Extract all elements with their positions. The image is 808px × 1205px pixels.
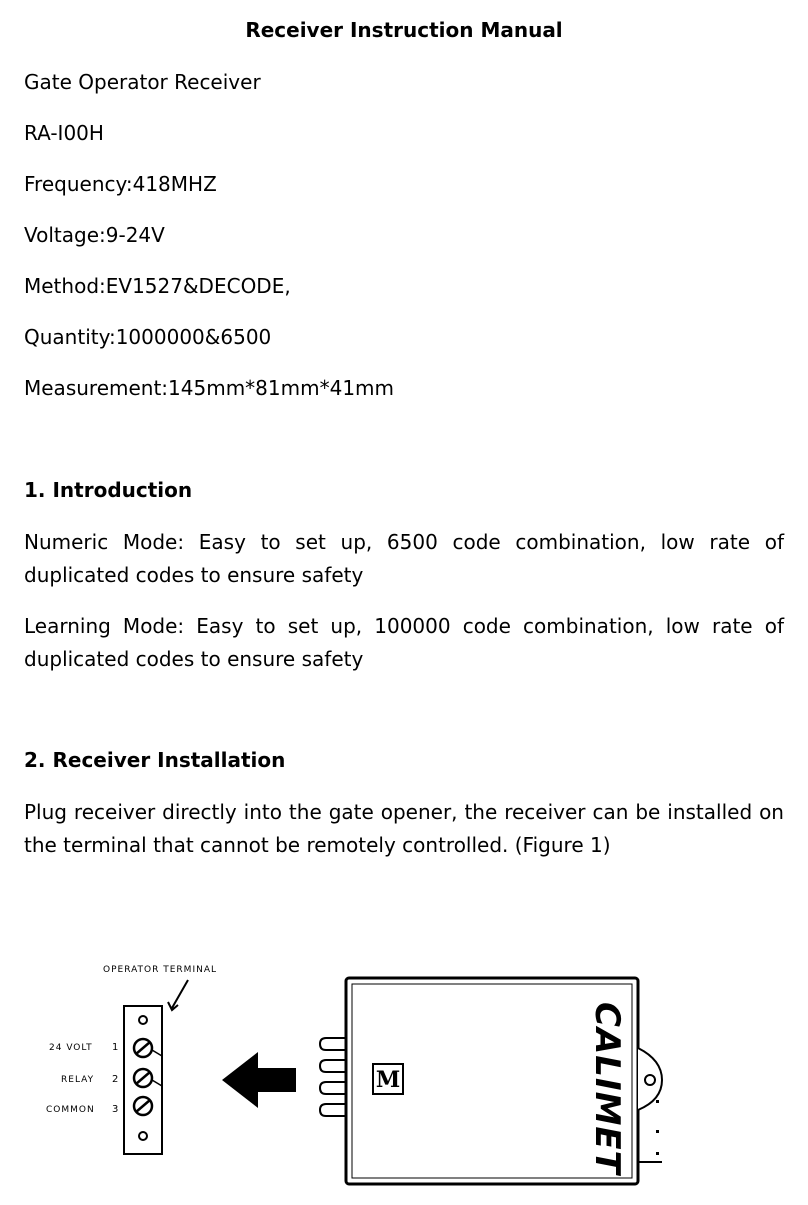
- terminal-number-3: 3: [112, 1104, 119, 1115]
- brand-name: CALIMET: [587, 1002, 627, 1175]
- terminal-pointer-arrow: [168, 980, 188, 1010]
- spec-quantity: Quantity:1000000&6500: [24, 325, 272, 349]
- cable-dot: [656, 1100, 659, 1103]
- receiver-prongs: [320, 1038, 346, 1116]
- section-heading-introduction: 1. Introduction: [24, 478, 193, 502]
- paragraph-numeric-mode: Numeric Mode: Easy to set up, 6500 code combination, low rate of duplicated codes to ensure safety: [24, 530, 784, 587]
- paragraph-installation: Plug receiver directly into the gate opener, the receiver can be installed on the terminal that cannot be remotely controlled. (Figure 1): [24, 800, 784, 857]
- spec-product: Gate Operator Receiver: [24, 70, 261, 94]
- paragraph-learning-mode: Learning Mode: Easy to set up, 100000 code combination, low rate of duplicated codes to ensure safety: [24, 614, 784, 671]
- terminal-label-common: COMMON: [46, 1105, 95, 1115]
- spec-method: Method:EV1527&DECODE,: [24, 274, 291, 298]
- cable-dot: [656, 1130, 659, 1133]
- operator-terminal-label: OPERATOR TERMINAL: [103, 965, 218, 975]
- spec-frequency: Frequency:418MHZ: [24, 172, 217, 196]
- terminal-label-relay: RELAY: [61, 1075, 95, 1085]
- page-title: Receiver Instruction Manual: [245, 18, 563, 42]
- terminal-number-2: 2: [112, 1074, 119, 1085]
- brand-logo-letter: M: [375, 1067, 401, 1093]
- insert-direction-arrow-icon: [222, 1052, 296, 1108]
- terminal-number-1: 1: [112, 1042, 119, 1053]
- terminal-screw-3: [134, 1097, 152, 1115]
- spec-voltage: Voltage:9-24V: [24, 223, 165, 247]
- spec-measurement: Measurement:145mm*81mm*41mm: [24, 376, 395, 400]
- section-heading-installation: 2. Receiver Installation: [24, 748, 286, 772]
- figure-1-wiring-diagram: [0, 950, 808, 1200]
- terminal-label-24-volt: 24 VOLT: [49, 1043, 93, 1053]
- spec-model: RA-I00H: [24, 121, 104, 145]
- cable-dot: [656, 1152, 659, 1155]
